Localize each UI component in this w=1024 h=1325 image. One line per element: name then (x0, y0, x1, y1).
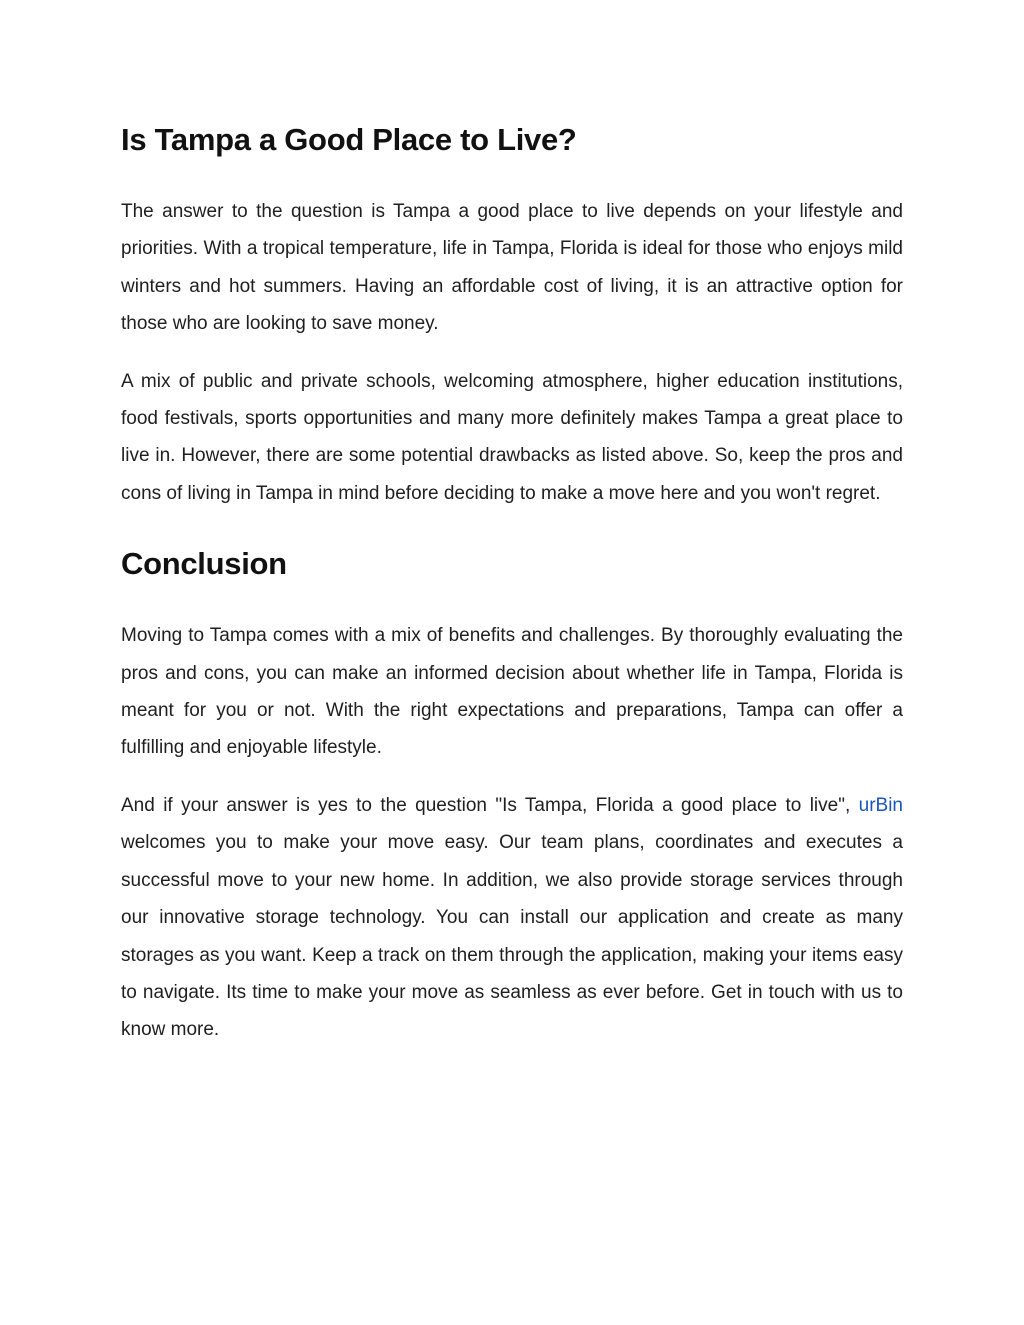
paragraph-schools: A mix of public and private schools, welcoming atmosphere, higher education institutions, food festivals, sports opportunities and many more definitely makes Tampa a great place to live in. However, there are some potential drawbacks as listed above. So, keep the pros and cons of living in Tampa in mind before deciding to make a move here and you won't regret. (121, 370, 903, 504)
closing-text-after-link: welcomes you to make your move easy. Our team plans, coordinates and executes a successful move to your new home. In addition, we also provide storage services through our innovative storage technology. You can install our application and create as many storages as you want. Keep a track on them through the application, making your items easy to navigate. Its time to make your move as seamless as ever before. Get in touch with us to know more. (121, 832, 903, 1041)
paragraph-intro: The answer to the question is Tampa a good place to live depends on your lifestyle and priorities. With a tropical temperature, life in Tampa, Florida is ideal for those who enjoys mild winters and hot summers. Having an affordable cost of living, it is an attractive option for those who are looking to save money. (121, 201, 903, 335)
section-heading-conclusion: Conclusion (121, 546, 287, 582)
section-heading-tampa: Is Tampa a Good Place to Live? (121, 122, 577, 157)
paragraph-closing (121, 787, 903, 1049)
closing-text-before-link: And if your answer is yes to the question "Is Tampa, Florida a good place to live", (121, 794, 859, 816)
paragraph-conclusion: Moving to Tampa comes with a mix of benefits and challenges. By thoroughly evaluating the pros and cons, you can make an informed decision about whether life in Tampa, Florida is meant for you or not. With the right expectations and preparations, Tampa can offer a fulfilling and enjoyable lifestyle. (121, 625, 903, 759)
urbin-link[interactable]: urBin (858, 794, 903, 816)
